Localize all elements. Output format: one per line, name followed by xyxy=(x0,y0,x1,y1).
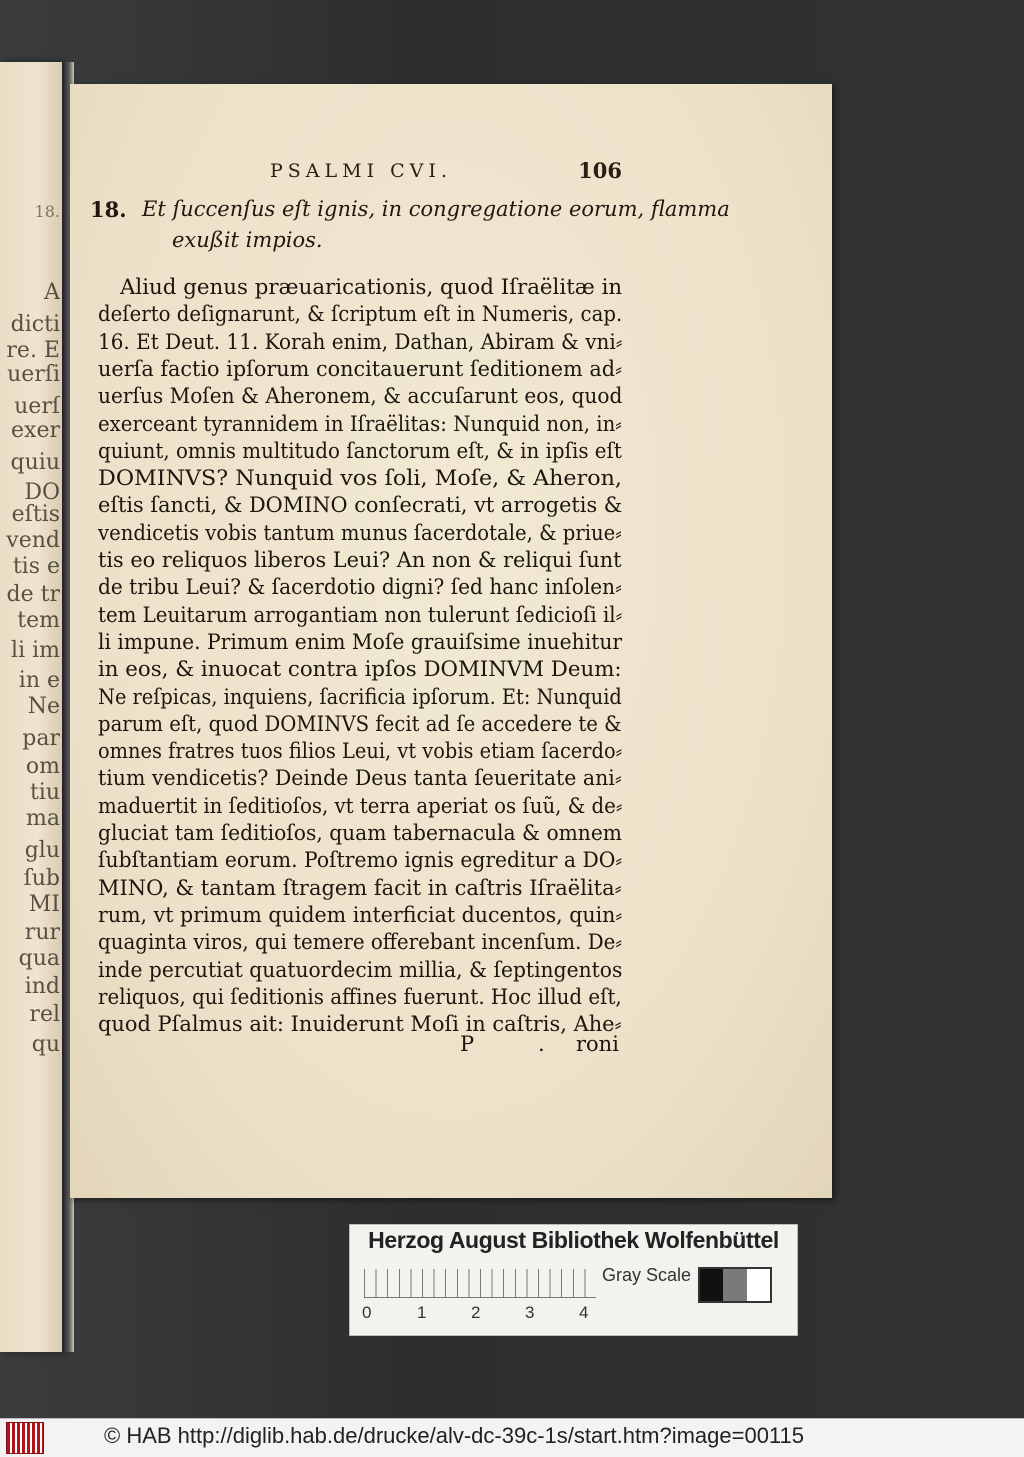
prev-page-fragment: li im xyxy=(11,638,60,663)
catchword: roni xyxy=(576,1032,619,1056)
prev-page-fragment: uerſi xyxy=(7,362,60,387)
prev-page-fragment: qu xyxy=(31,1032,60,1057)
prev-page-fragment: tiu xyxy=(29,780,60,805)
prev-page-fragment: exer xyxy=(11,418,60,443)
prev-page-fragment: MI xyxy=(28,892,60,917)
text-line: exerceant tyrannidem in Iſraëlitas: Nunquid non, in⸗ xyxy=(98,411,622,437)
centimeter-ruler xyxy=(364,1269,596,1298)
library-name: Herzog August Bibliothek Wolfenbüttel xyxy=(368,1227,779,1253)
prev-page-fragment: re. E xyxy=(6,338,60,363)
prev-page-fragment: tis e xyxy=(12,554,60,579)
prev-page-fragment: rel xyxy=(29,1002,60,1027)
text-line: deſerto deſignarunt, & ſcriptum eſt in Numeris, cap. xyxy=(98,302,623,328)
prev-page-fragment: tem xyxy=(17,608,60,633)
prev-page-fragment: rur xyxy=(24,920,60,945)
text-line: vendicetis vobis tantum munus ſacerdotale, & priue⸗ xyxy=(98,520,622,546)
signature-dot: . xyxy=(538,1032,545,1056)
running-header xyxy=(270,160,622,184)
text-line: quod Pſalmus ait: Inuiderunt Moſi in caſtris, Ahe⸗ xyxy=(98,1012,622,1038)
prev-page-fragment: glu xyxy=(24,838,60,863)
text-line: omnes fratres tuos filios Leui, vt vobis etiam ſacerdo⸗ xyxy=(98,739,623,765)
text-line: tium vendicetis? Deinde Deus tanta ſeueritate ani⸗ xyxy=(98,766,622,792)
scale-number: 3 xyxy=(525,1303,535,1322)
text-line: in eos, & inuocat contra ipſos DOMINVM Deum: xyxy=(98,657,622,683)
text-line: tem Leuitarum arrogantiam non tulerunt ſedicioſi il⸗ xyxy=(98,602,623,628)
text-line: rum, vt primum quidem interficiat ducentos, quin⸗ xyxy=(98,902,623,928)
prev-page-fragment: ſub xyxy=(23,866,60,891)
text-line: uerſa factio ipſorum concitauerunt ſeditionem ad⸗ xyxy=(98,356,622,382)
text-line: MINO, & tantam ſtragem facit in caſtris Iſraëlita⸗ xyxy=(98,875,622,901)
text-line: eſtis ſancti, & DOMINO conſecrati, vt arrogetis & xyxy=(98,493,623,519)
prev-page-fragment: quiu xyxy=(10,450,60,475)
verse-number: 18. xyxy=(90,197,127,222)
prev-page-fragment: om xyxy=(25,754,60,779)
scale-number: 0 xyxy=(362,1303,372,1322)
scale-number: 1 xyxy=(417,1303,427,1322)
header-title: PSALMI CVI. xyxy=(270,160,452,182)
text-line: gluciat tam ſeditioſos, quam tabernacula & omnem xyxy=(98,821,622,846)
text-line: quaginta viros, qui temere offerebant incenſum. De⸗ xyxy=(98,930,622,956)
prev-page-fragment: Ne xyxy=(27,694,60,719)
prev-page-fragment: ind xyxy=(24,974,60,999)
verse-line: Et ſuccenſus eſt ignis, in congregatione eorum, flamma xyxy=(142,197,730,221)
text-line: Aliud genus præuaricationis, quod Iſraëlitæ in xyxy=(120,275,623,300)
text-line: uerſus Moſen & Aheronem, & accuſarunt eos, quod xyxy=(98,384,623,410)
prev-page-fragment: vend xyxy=(6,528,60,553)
library-color-label xyxy=(349,1224,798,1336)
verse-line: exußit impios. xyxy=(172,228,323,252)
copyright-url[interactable]: © HAB http://diglib.hab.de/drucke/alv-dc-39c-1s/start.htm?image=00115 xyxy=(104,1423,805,1448)
text-line: li impune. Primum enim Moſe grauiſsime inuehitur xyxy=(98,629,623,655)
text-line: quiunt, omnis multitudo ſanctorum eſt, & in ipſis eſt xyxy=(98,438,622,464)
gray-scale-label: Gray Scale xyxy=(602,1265,692,1285)
gray-swatch xyxy=(700,1269,723,1301)
page-number: 106 xyxy=(578,158,622,183)
scale-number: 2 xyxy=(471,1303,481,1322)
text-line: Ne reſpicas, inquiens, ſacrificia ipſorum. Et: Nunquid xyxy=(98,684,622,710)
text-line: 16. Et Deut. 11. Korah enim, Dathan, Abiram & vni⸗ xyxy=(98,329,623,355)
text-line: inde percutiat quatuordecim millia, & ſeptingentos xyxy=(98,957,623,983)
hab-logo-icon xyxy=(6,1422,44,1454)
prev-page-fragment: uerſ xyxy=(14,394,60,419)
prev-page-fragment: par xyxy=(22,726,60,751)
prev-page-fragment: dicti xyxy=(10,312,60,337)
text-line: de tribu Leui? & ſacerdotio digni? ſed hanc inſolen⸗ xyxy=(98,575,622,601)
text-line: reliquos, qui ſeditionis affines fuerunt. Hoc illud eſt, xyxy=(98,984,622,1010)
text-line: parum eſt, quod DOMINVS fecit ad ſe accedere te & xyxy=(98,711,622,737)
scale-number: 4 xyxy=(579,1303,589,1322)
prev-page-fragment: DO xyxy=(24,480,60,505)
gray-scale-swatches xyxy=(698,1267,772,1303)
prev-page-fragment: qua xyxy=(18,946,60,971)
text-line: maduertit in ſeditioſos, vt terra aperiat os ſuũ, & de⸗ xyxy=(98,793,623,819)
gray-swatch xyxy=(723,1269,746,1301)
gray-swatch xyxy=(747,1269,770,1301)
text-line: tis eo reliquos liberos Leui? An non & reliqui ſunt xyxy=(98,548,622,573)
prev-page-fragment: de tr xyxy=(6,582,60,607)
prev-page-fragment: eſtis xyxy=(11,502,60,527)
catchline xyxy=(98,1032,638,1058)
prev-page-fragment: A xyxy=(44,280,60,305)
prev-page-fragment: in e xyxy=(18,668,60,693)
text-line: DOMINVS? Nunquid vos ſoli, Moſe, & Aheron, xyxy=(98,466,622,492)
prev-page-fragment: ma xyxy=(26,806,60,831)
text-line: ſubſtantiam eorum. Poſtremo ignis egreditur a DO⸗ xyxy=(98,848,623,874)
signature-mark: P xyxy=(460,1032,475,1056)
previous-page-edge xyxy=(0,62,62,1352)
prev-page-fragment: 18. xyxy=(34,202,60,221)
footer-bar xyxy=(0,1418,1024,1457)
